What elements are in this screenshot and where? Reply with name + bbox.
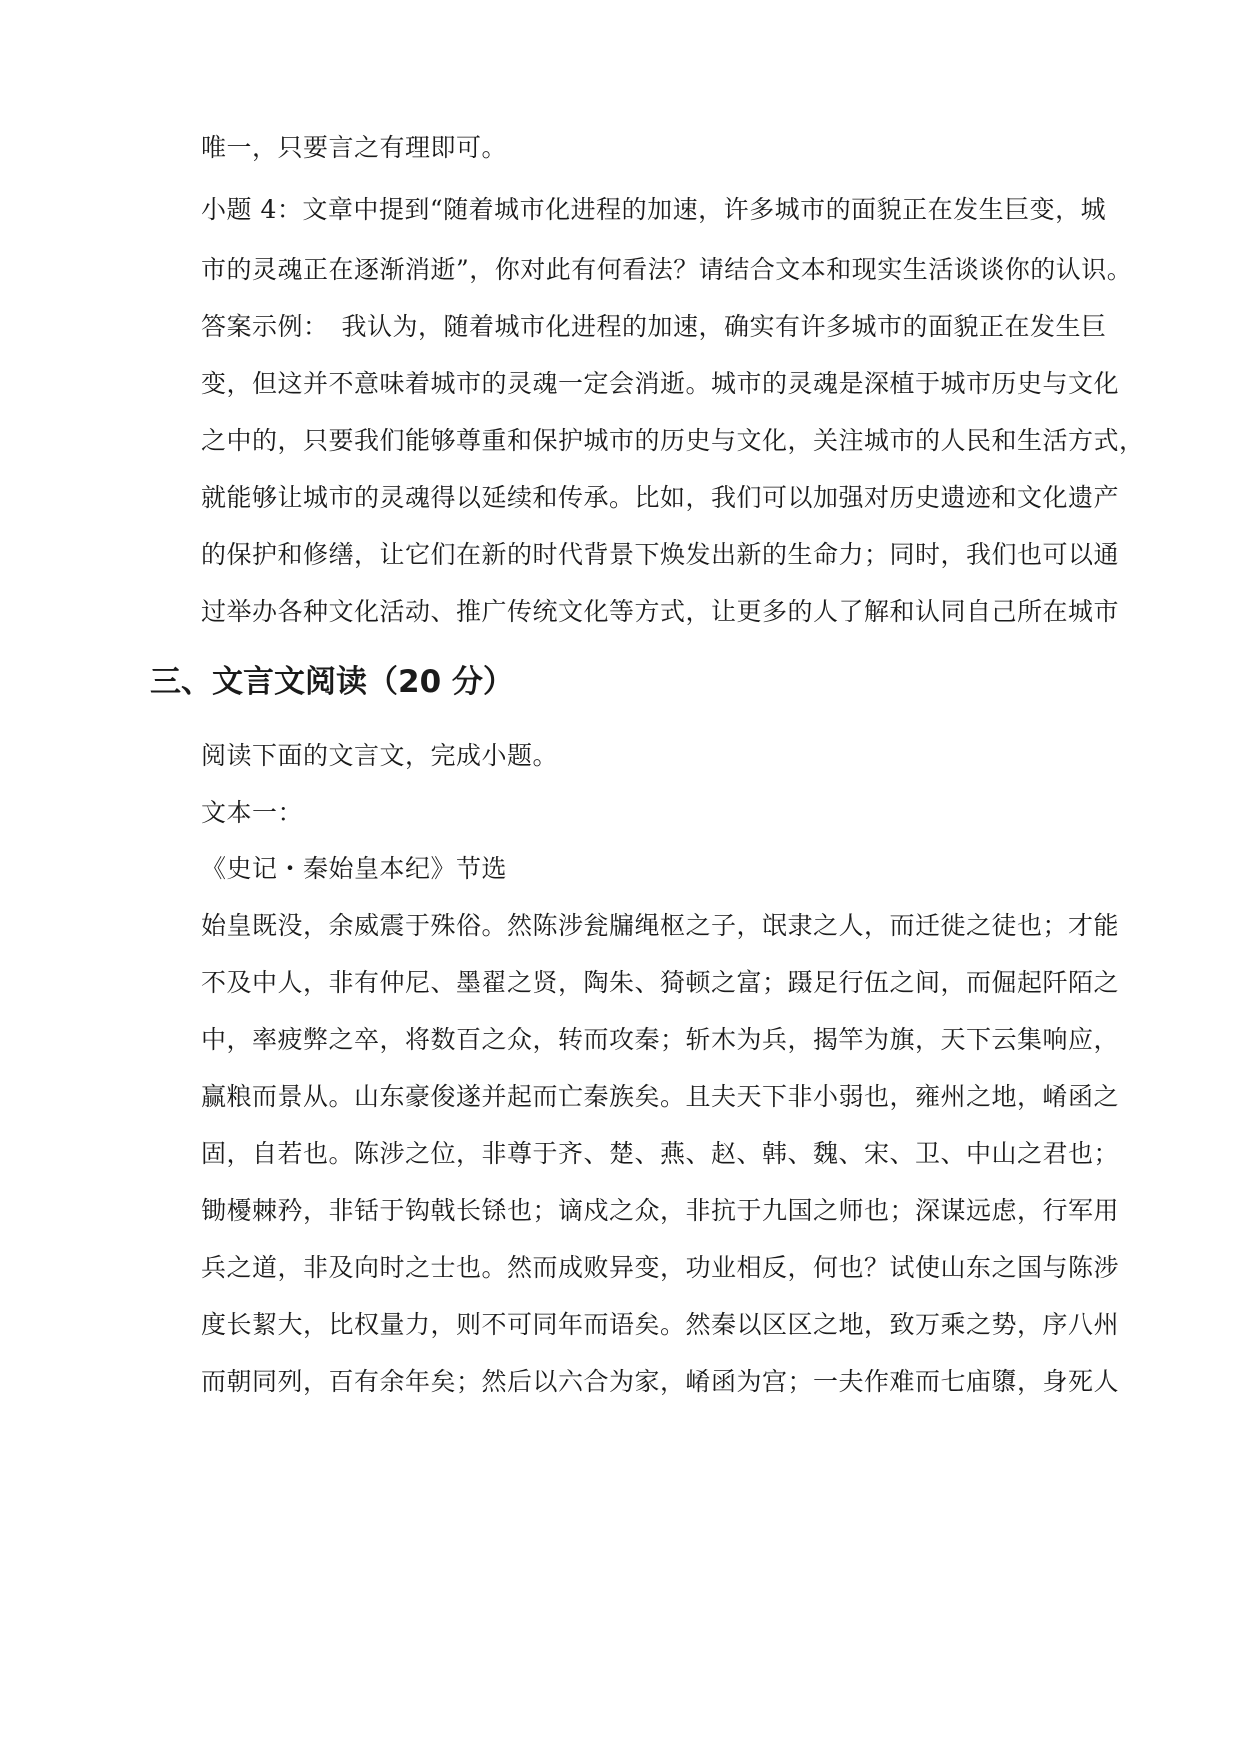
- question-4-line-1: 小题 4：文章中提到“随着城市化进程的加速，许多城市的面貌正在发生巨变，城: [201, 195, 1107, 224]
- answer-example-line-2: 变，但这并不意味着城市的灵魂一定会消逝。城市的灵魂是深植于城市历史与文化: [201, 369, 1120, 398]
- passage-line-5: 固，自若也。陈涉之位，非尊于齐、楚、燕、赵、韩、魏、宋、卫、中山之君也；: [201, 1139, 1120, 1168]
- answer-example-line-6: 过举办各种文化活动、推广传统文化等方式，让更多的人了解和认同自己所在城市: [201, 597, 1120, 626]
- section-instruction: 阅读下面的文言文，完成小题。: [201, 741, 559, 770]
- passage-line-4: 赢粮而景从。山东豪俊遂并起而亡秦族矣。且夫天下非小弱也，雍州之地，崤函之: [201, 1082, 1120, 1111]
- source-title: 《史记・秦始皇本纪》节选: [201, 854, 508, 883]
- answer-example-line-3: 之中的，只要我们能够尊重和保护城市的历史与文化，关注城市的人民和生活方式，: [201, 426, 1145, 455]
- answer-line-1: 唯一，只要言之有理即可。: [201, 133, 508, 162]
- question-4-line-2: 市的灵魂正在逐渐消逝”，你对此有何看法？请结合文本和现实生活谈谈你的认识。: [201, 255, 1133, 284]
- answer-example-line-4: 就能够让城市的灵魂得以延续和传承。比如，我们可以加强对历史遗迹和文化遗产: [201, 483, 1120, 512]
- passage-line-9: 而朝同列，百有余年矣；然后以六合为家，崤函为宫；一夫作难而七庙隳，身死人: [201, 1367, 1120, 1396]
- section-heading: 三、文言文阅读（20 分）: [150, 664, 514, 700]
- passage-line-1: 始皇既没，余威震于殊俗。然陈涉瓮牖绳枢之子，氓隶之人，而迁徙之徒也；才能: [201, 911, 1120, 940]
- passage-line-7: 兵之道，非及向时之士也。然而成败异变，功业相反，何也？试使山东之国与陈涉: [201, 1253, 1120, 1282]
- answer-example-line-1: 答案示例： 我认为，随着城市化进程的加速，确实有许多城市的面貌正在发生巨: [201, 312, 1107, 341]
- answer-example-line-5: 的保护和修缮，让它们在新的时代背景下焕发出新的生命力；同时，我们也可以通: [201, 540, 1120, 569]
- passage-line-8: 度长絜大，比权量力，则不可同年而语矣。然秦以区区之地，致万乘之势，序八州: [201, 1310, 1120, 1339]
- passage-line-2: 不及中人，非有仲尼、墨翟之贤，陶朱、猗顿之富；蹑足行伍之间，而倔起阡陌之: [201, 968, 1120, 997]
- text-label: 文本一：: [201, 798, 304, 827]
- passage-line-3: 中，率疲弊之卒，将数百之众，转而攻秦；斩木为兵，揭竿为旗，天下云集响应，: [201, 1025, 1120, 1054]
- passage-line-6: 锄櫌棘矜，非铦于钩戟长铩也；谪戍之众，非抗于九国之师也；深谋远虑，行军用: [201, 1196, 1120, 1225]
